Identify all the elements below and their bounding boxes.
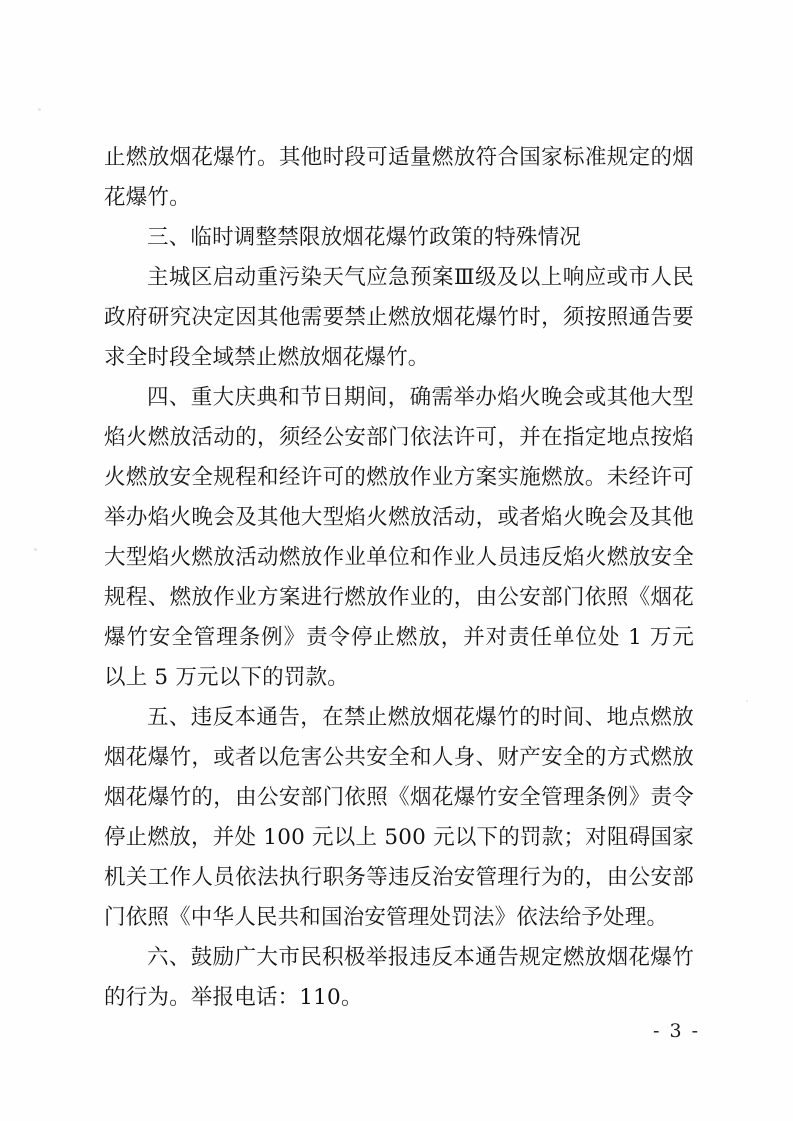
paragraph-item-3-body: 主城区启动重污染天气应急预案Ⅲ级及以上响应或市人民政府研究决定因其他需要禁止燃放烟花爆竹时，须按照通告要求全时段全域禁止燃放烟花爆竹。 (104, 265, 694, 370)
paragraph-item-5: 五、违反本通告，在禁止燃放烟花爆竹的时间、地点燃放烟花爆竹，或者以危害公共安全和人身、财产安全的方式燃放烟花爆竹的，由公安部门依照《烟花爆竹安全管理条例》责令停止燃放，并处 100 元以上 500 元以下的罚款；对阻碍国家机关工作人员依法执行职务等违反治安管理行为的，由公安部门依照《中华人民共和国治安管理处罚法》依法给予处理。 (104, 705, 694, 930)
paragraph-item-3-heading: 三、临时调整禁限放烟花爆竹政策的特殊情况 (147, 225, 582, 250)
paragraph-item-6: 六、鼓励广大市民积极举报违反本通告规定燃放烟花爆竹的行为。举报电话：110。 (104, 945, 694, 1010)
document-body (104, 138, 694, 1018)
scan-speckle (746, 700, 748, 702)
paragraph-item-4: 四、重大庆典和节日期间，确需举办焰火晚会或其他大型焰火燃放活动的，须经公安部门依法许可，并在指定地点按焰火燃放安全规程和经许可的燃放作业方案实施燃放。未经许可举办焰火晚会及其他大型焰火燃放活动，或者焰火晚会及其他大型焰火燃放活动燃放作业单位和作业人员违反焰火燃放安全规程、燃放作业方案进行燃放作业的，由公安部门依照《烟花爆竹安全管理条例》责令停止燃放，并对责任单位处 1 万元以上 5 万元以下的罚款。 (104, 385, 694, 690)
page-number-label: - 3 - (652, 1020, 700, 1042)
page-number (0, 1020, 793, 1042)
scan-speckle (38, 108, 41, 111)
paragraph-continued: 止燃放烟花爆竹。其他时段可适量燃放符合国家标准规定的烟花爆竹。 (104, 145, 694, 210)
scan-speckle (34, 548, 37, 551)
